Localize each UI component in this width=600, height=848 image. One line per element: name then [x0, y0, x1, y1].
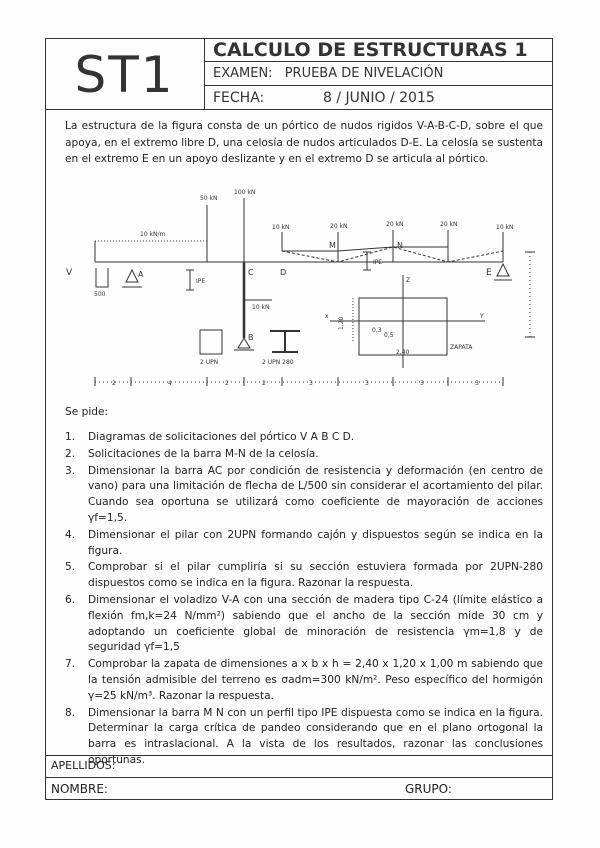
task-item [65, 560, 543, 592]
name-label: NOMBRE: [51, 782, 108, 796]
task-text: Comprobar si el pilar cumpliría si su sección estuviera formada por 2UPN-280 dispuestos como se indica en la figura. Razonar la respuesta. [88, 561, 543, 590]
problem-statement: La estructura de la figura consta de un pórtico de nudos rigidos V-A-B-C-D, sobre el que apoya, en el extremo libre D, una celosía de nudos articulados D-E. La celosía se sustenta en el extremo E en un apoyo deslizante y en el extremo D se articula al pórtico. [65, 120, 543, 165]
span-2: 4 [168, 380, 172, 387]
exam-value: PRUEBA DE NIVELACIÓN [284, 66, 444, 81]
truss [282, 247, 503, 262]
label-2upn280: 2 UPN 280 [262, 359, 294, 366]
date-label: FECHA: [213, 90, 265, 106]
label-50kn: 50 kN [200, 195, 218, 202]
label-ecc2: 0,5 [384, 332, 394, 339]
task-item [65, 657, 543, 704]
task-text: Dimensionar la barra AC por condición de resistencia y deformación (en centro de vano) para una limitación de flecha de L/500 sin considerar el acortamiento del pilar. Cuando sea oportuna se utilizará como coeficiente de mayoración de acciones γf=1,5. [88, 464, 543, 524]
group-label: GRUPO: [405, 782, 452, 796]
date-value: 8 / JUNIO / 2015 [323, 90, 435, 106]
task-number: 4. [65, 528, 76, 541]
task-number: 5. [65, 561, 76, 574]
task-number: 3. [65, 464, 76, 477]
task-item [65, 447, 543, 463]
label-ipe-truss: IPE [373, 259, 383, 266]
node-e: E [486, 268, 492, 278]
span-6: 3 [365, 380, 369, 387]
tasks-heading: Se pide: [65, 406, 109, 418]
node-a: A [138, 270, 144, 279]
surname-label: APELLIDOS: [51, 759, 116, 772]
node-n: N [397, 241, 403, 250]
task-number: 1. [65, 431, 76, 443]
node-v: V [66, 268, 73, 278]
label-timber: 500 [94, 291, 106, 298]
label-b: 1,20 [338, 316, 345, 330]
course-title: CALCULO DE ESTRUCTURAS 1 [205, 38, 553, 62]
exam-label: EXAMEN: [213, 66, 273, 81]
upn280-section [270, 331, 300, 352]
task-item [65, 430, 543, 446]
node-d: D [280, 268, 287, 277]
task-number: 6. [65, 593, 76, 606]
label-h10kn: 10 kN [252, 304, 270, 311]
task-list [65, 430, 543, 770]
ipe-section-truss [363, 252, 371, 270]
box-2upn-section [200, 330, 222, 354]
label-t5: 10 kN [496, 224, 514, 231]
roller-support-e [497, 264, 509, 276]
task-text: Solicitaciones de la barra M-N de la celosía. [88, 447, 319, 460]
task-number: 2. [65, 447, 76, 460]
task-item [65, 593, 543, 656]
task-text: Dimensionar el voladizo V-A con una sección de madera tipo C-24 (límite elástico a flexión fm,k=24 N/mm²) sabiendo que el ancho de la sección mide 30 cm y adoptando un coeficiente global de minoración de resistencia γm=1,8 y de seguridad γf=1,5 [88, 593, 543, 654]
label-a: 2,40 [396, 349, 410, 356]
name-field[interactable] [45, 777, 553, 800]
label-axis-z: Z [406, 277, 411, 284]
task-number: 8. [65, 706, 76, 719]
task-number: 7. [65, 658, 76, 671]
span-8: 3 [475, 380, 479, 387]
span-5: 3 [309, 380, 313, 387]
span-7: 3 [420, 380, 424, 387]
course-code: ST1 [45, 38, 205, 110]
label-t1: 10 kN [272, 224, 290, 231]
label-ecc1: 0,3 [372, 327, 382, 334]
node-b: B [248, 333, 254, 342]
timber-section [96, 268, 108, 287]
task-item [65, 464, 543, 527]
label-t2: 20 kN [330, 223, 348, 230]
label-ipe: IPE [196, 278, 206, 285]
label-t4: 20 kN [440, 221, 458, 228]
label-zapata: ZAPATA [450, 344, 473, 351]
label-axis-x: x [325, 313, 329, 320]
surname-field[interactable] [45, 755, 553, 777]
label-t3: 20 kN [386, 221, 404, 228]
span-1: 2 [112, 380, 116, 387]
task-text: Diagramas de solicitaciones del pórtico V A B C D. [88, 431, 355, 443]
task-item [65, 528, 543, 560]
task-text: Dimensionar el pilar con 2UPN formando cajón y dispuestos según se indica en la figura. [88, 528, 543, 557]
label-axis-y: Y [480, 313, 484, 320]
label-dist-load: 10 kN/m [140, 231, 166, 238]
label-2upn: 2 UPN [200, 359, 219, 366]
span-3: 2 [225, 380, 229, 387]
task-text: Dimensionar la barra M N con un perfil tipo IPE dispuesta como se indica en la figura. Determinar la carga crítica de pandeo considerando que en el plano ortogonal la barra es intraslacional. A la vista de los resultados, razonar las conclusiones oportunas. [88, 706, 543, 766]
task-text: Comprobar la zapata de dimensiones a x b x h = 2,40 x 1,20 x 1,00 m sabiendo que la tensión admisible del terreno es σadm=300 kN/m². Peso específico del hormigón γ=25 kN/m³. Razonar la respuesta. [88, 658, 543, 702]
pin-support-a [126, 270, 138, 282]
span-4: 2 [262, 380, 266, 387]
node-c: C [248, 268, 254, 277]
node-m: M [329, 241, 336, 250]
ipe-section [186, 270, 194, 290]
label-100kn: 100 kN [234, 189, 256, 196]
